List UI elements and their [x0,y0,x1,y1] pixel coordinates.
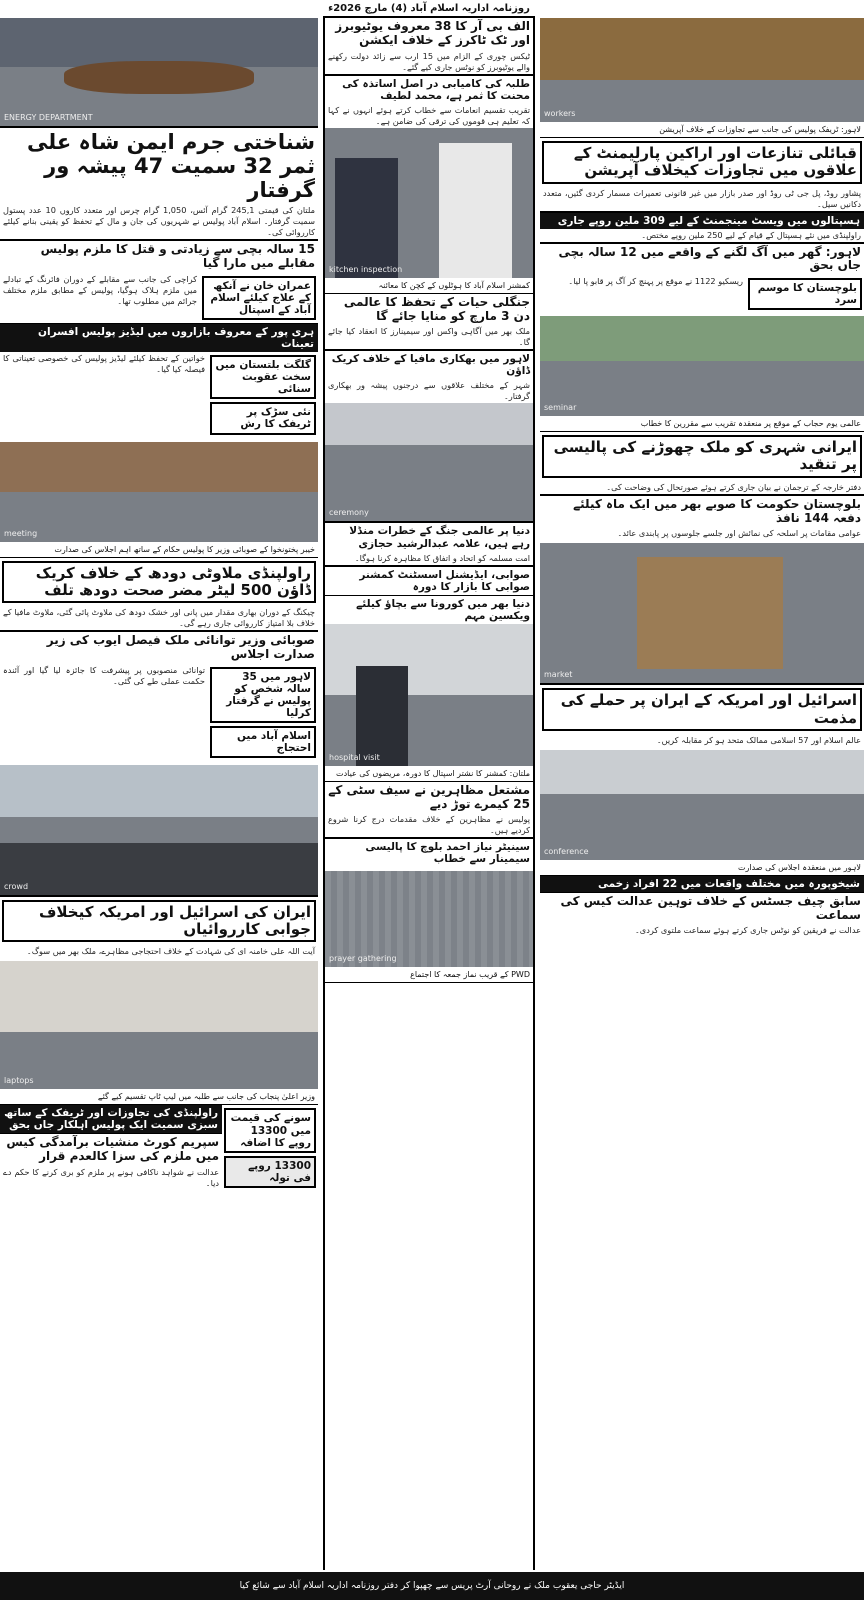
headline-fire-incident: لاہور: گھر میں آگ لگنے کے واقعے میں 12 سالہ بچی جاں بحق [558,244,861,273]
article-text: ملک بھر میں آگاہی واکس اور سیمینارز کا انعقاد کیا جائے گا۔ [328,326,530,348]
headline-rawalpindi: راولپنڈی کی تجاوزات اور ٹریفک کے ساتھ سبزی سمیت ایک پولیس اہلکار جاں بحق [0,1105,222,1133]
article-text: راولپنڈی میں نئے ہسپتال کے قیام کے لیے 250 ملین روپے مختص۔ [641,229,861,240]
article-text: خواتین کے تحفظ کیلئے لیڈیز پولیس کی خصوصی تعیناتی کا فیصلہ کیا گیا۔ [3,353,205,375]
photo-icon: market [544,670,573,680]
left-column [0,18,318,1570]
article-text: چیکنگ کے دوران بھاری مقدار میں پانی اور خشک دودھ کی ملاوٹ پائی گئی، ملاوٹ مافیا کے خلاف بلا امتیاز کارروائی جاری رہے گی۔ [3,607,315,629]
article-text: تقریب تقسیم انعامات سے خطاب کرتے ہوئے انہوں نے کہا کہ تعلیم ہی قوموں کی ترقی کی ضامن ہے۔ [328,104,530,126]
photo-caption: لاہور: ٹریفک پولیس کی جانب سے تجاوزات کے خلاف آپریشن [540,122,864,138]
article-text: ٹیکس چوری کے الزام میں 15 ارب سے زائد دولت رکھنے والے یوٹیوبرز کو نوٹس جاری کیے گئے۔ [328,50,530,72]
photo-icon: crowd [4,881,29,891]
headline-milk-crackdown: راولپنڈی ملاوٹی دودھ کے خلاف کریک ڈاؤن 500 لیٹر مضر صحت دودھ تلف [2,561,316,604]
sidebar-headline: عمران خان نے آنکھ کے علاج کیلئے اسلام آباد کے اسپتال [210,280,311,317]
article-text: ریسکیو 1122 نے موقع پر پہنچ کر آگ پر قابو پا لیا۔ [568,276,743,287]
headline-police-encounter: 15 سالہ بچی سے زیادتی و قتل کا ملزم پولیس مقابلے میں مارا گیا [40,242,315,271]
hospital-visit-photo [325,624,533,766]
headline-safe-city: مشتعل مظاہرین نے سیف سٹی کے 25 کیمرے توڑ دیے [328,782,530,811]
article-text: عوامی مقامات پر اسلحہ کی نمائش اور جلسے جلوسوں پر پابندی عائد۔ [617,528,861,539]
headline-senator: سینیٹر نیاز احمد بلوچ کا پالیسی سیمینار سے خطاب [365,841,530,866]
laptop-distribution-photo [0,961,318,1089]
headline-world-war: دنیا پر عالمی جنگ کے خطرات منڈلا رہے ہیں، علامہ عبدالرشید حجازی [349,525,530,550]
photo-icon: hospital visit [329,752,380,762]
headline-waste-management: ہسپتالوں میں ویسٹ مینجمنٹ کے لیے 309 ملین روپے جاری [540,213,864,229]
police-meeting-photo [0,442,318,542]
article-text: عالم اسلام اور 57 اسلامی ممالک متحد ہو کر مقابلہ کریں۔ [656,734,861,745]
sidebar-headline: گلگت بلتستان میں سخت عقوبت سنائی [215,359,311,396]
photo-icon: seminar [544,403,577,413]
article-text: دفتر خارجہ کے ترجمان نے بیان جاری کرتے ہوئے صورتحال کی وضاحت کی۔ [606,481,861,492]
photo-caption: لاہور میں منعقدہ اجلاس کی صدارت [540,860,864,876]
photo-icon: conference [544,846,589,856]
article-text: امت مسلمہ کو اتحاد و اتفاق کا مظاہرہ کرنا ہوگا۔ [354,552,530,563]
photo-caption: کمشنر اسلام آباد کا ہوٹلوں کے کچن کا معائنہ [325,278,533,294]
right-column [540,18,864,1570]
headline-supreme-court: سپریم کورٹ منشیات برآمدگی کیس میں ملزم کی سزا کالعدم قرار [6,1135,219,1164]
headline-iranian-citizen: ایرانی شہری کو ملک چھوڑنے کی پالیسی پر تنقید [542,435,862,478]
headline-attack-condemnation: اسرائیل اور امریکہ کے ایران پر حملے کی مذمت [542,688,862,731]
sidebar-headline: لاہور میں 35 سالہ شخص کو پولیس نے گرفتار کرلیا [226,670,311,719]
headline-vaccine: دنیا بھر میں کورونا سے بچاؤ کیلئے ویکسین مہم [356,597,530,622]
gold-price-value: 13300 روپے فی تولہ [248,1159,311,1184]
middle-column [323,18,535,1570]
energy-meeting-photo [0,18,318,126]
sidebar-headline: نئی سڑک پر ٹریفک کا رش [240,406,311,431]
photo-caption: عالمی یوم حجاب کے موقع پر منعقدہ تقریب سے مقررین کا خطاب [540,416,864,432]
ceremony-photo [325,403,533,521]
photo-icon: meeting [4,528,38,538]
kitchen-inspection-photo [325,128,533,278]
conference-photo [540,750,864,860]
headline-iran-retaliation: ایران کی اسرائیل اور امریکہ کیخلاف جوابی کارروائیاں [2,900,316,943]
photo-icon: workers [544,109,576,118]
article-text: پولیس نے مظاہرین کے خلاف مقدمات درج کرنا شروع کردیے ہیں۔ [328,814,530,836]
photo-caption: PWD کے قریب نماز جمعہ کا اجتماع [325,967,533,983]
headline-chief-justice: سابق چیف جسٹس کے خلاف توہین عدالت کیس کی سماعت [560,893,861,922]
headline-section-144: بلوچستان حکومت کا صوبے بھر میں ایک ماہ کیلئے دفعہ 144 نافذ [573,496,861,525]
photo-icon: ENERGY DEPARTMENT [4,113,93,122]
article-text: پشاور روڈ، پل جی ٹی روڈ اور صدر بازار میں غیر قانونی تعمیرات مسمار کردی گئیں، متعدد دکانیں سیل۔ [543,187,861,209]
headline-encroachment-operation: قبائلی تنازعات اور اراکین پارلیمنٹ کے علاقوں میں تجاوزات کیخلاف آپریشن [542,141,862,184]
article-text: عدالت نے فریقین کو نوٹس جاری کرتے ہوئے سماعت ملتوی کردی۔ [635,925,861,936]
photo-icon: ceremony [329,508,369,518]
headline-injured: شیخوپورہ میں مختلف واقعات میں 22 افراد زخمی [540,876,864,892]
protest-crowd-photo [0,765,318,895]
article-text: توانائی منصوبوں پر پیشرفت کا جائزہ لیا گیا اور آئندہ حکمت عملی طے کی گئی۔ [3,664,205,686]
seminar-photo [540,316,864,416]
headline-students: طلبہ کی کامیابی در اصل اساتذہ کی محنت کا ثمر ہے، محمد لطیف [342,77,530,102]
publisher-footer: ایڈیٹر حاجی یعقوب ملک نے روحانی آرٹ پریس سے چھپوا کر دفتر روزنامہ اداریہ اسلام آباد سے شائع کیا [0,1572,864,1600]
headline-wildlife-day: جنگلی حیات کے تحفظ کا عالمی دن 3 مارچ کو منایا جائے گا [343,294,530,323]
headline-beggars: لاہور میں بھکاری مافیا کے خلاف کریک ڈاؤن [331,353,530,378]
masthead-date: روزنامہ اداریہ اسلام آباد (4) مارچ 2026ء [323,0,535,18]
sidebar-headline: اسلام آباد میں احتجاج [236,729,311,754]
article-text: شہر کے مختلف علاقوں سے درجنوں پیشہ ور بھکاری گرفتار۔ [328,380,530,402]
prayer-gathering-photo [325,871,533,967]
gold-price-headline: سونے کی قیمت میں 13300 روپے کا اضافہ [230,1112,311,1149]
photo-icon: kitchen inspection [329,264,403,274]
photo-icon: laptops [4,1076,34,1086]
headline-ladies-police: ہری پور کے معروف بازاروں میں لیڈیز پولیس افسران تعینات [0,324,318,352]
headline-fbr-action: الف بی آر کا 38 معروف یوٹیوبرز اور ٹک ٹاکرز کے خلاف ایکشن [335,19,530,47]
photo-caption: وزیر اعلیٰ پنجاب کی جانب سے طلبہ میں لیپ ٹاپ تقسیم کیے گئے [0,1089,318,1105]
headline-energy-minister: صوبائی وزیر توانائی ملک فیصل ایوب کی زیر صدارت اجلاس [46,633,315,661]
photo-icon: prayer gathering [329,953,397,963]
headline-arrests: شناختی جرم ایمن شاہ علی ثمر 32 سمیت 47 پیشہ ور گرفتار [27,130,315,203]
market-photo [540,543,864,683]
article-text: ملتان کی قیمتی 245,1 گرام آئس، 1,050 گرام چرس اور متعدد کاروں 10 عدد پستول سمیت گرفتار۔ اسلام آباد پولیس نے شہریوں کی جان و مال کے تحفظ کو یقینی بنانے کیلئے کارروائی کی۔ [3,205,315,238]
photo-caption: ملتان: کمشنر کا نشتر اسپتال کا دورہ، مریضوں کی عیادت [325,766,533,782]
article-text: عدالت نے شواہد ناکافی ہونے پر ملزم کو بری کرنے کا حکم دے دیا۔ [3,1167,219,1189]
workers-photo [540,18,864,122]
headline-swabi: صوابی، ایڈیشنل اسسٹنٹ کمشنر صوابی کا بازار کا دورہ [359,568,530,593]
sidebar-headline: بلوچستان کا موسم سرد [757,282,857,307]
article-text: کراچی کی جانب سے مقابلے کے دوران فائرنگ کے تبادلے میں ملزم ہلاک ہوگیا، پولیس کے مطابق ملزم مختلف جرائم میں مطلوب تھا۔ [3,274,197,307]
article-text: آیت اللہ علی خامنہ ای کی شہادت کے خلاف احتجاجی مظاہرے، ملک بھر میں سوگ۔ [26,946,315,957]
photo-caption: خیبر پختونخوا کے صوبائی وزیر کا پولیس حکام کے ساتھ اہم اجلاس کی صدارت [0,542,318,558]
